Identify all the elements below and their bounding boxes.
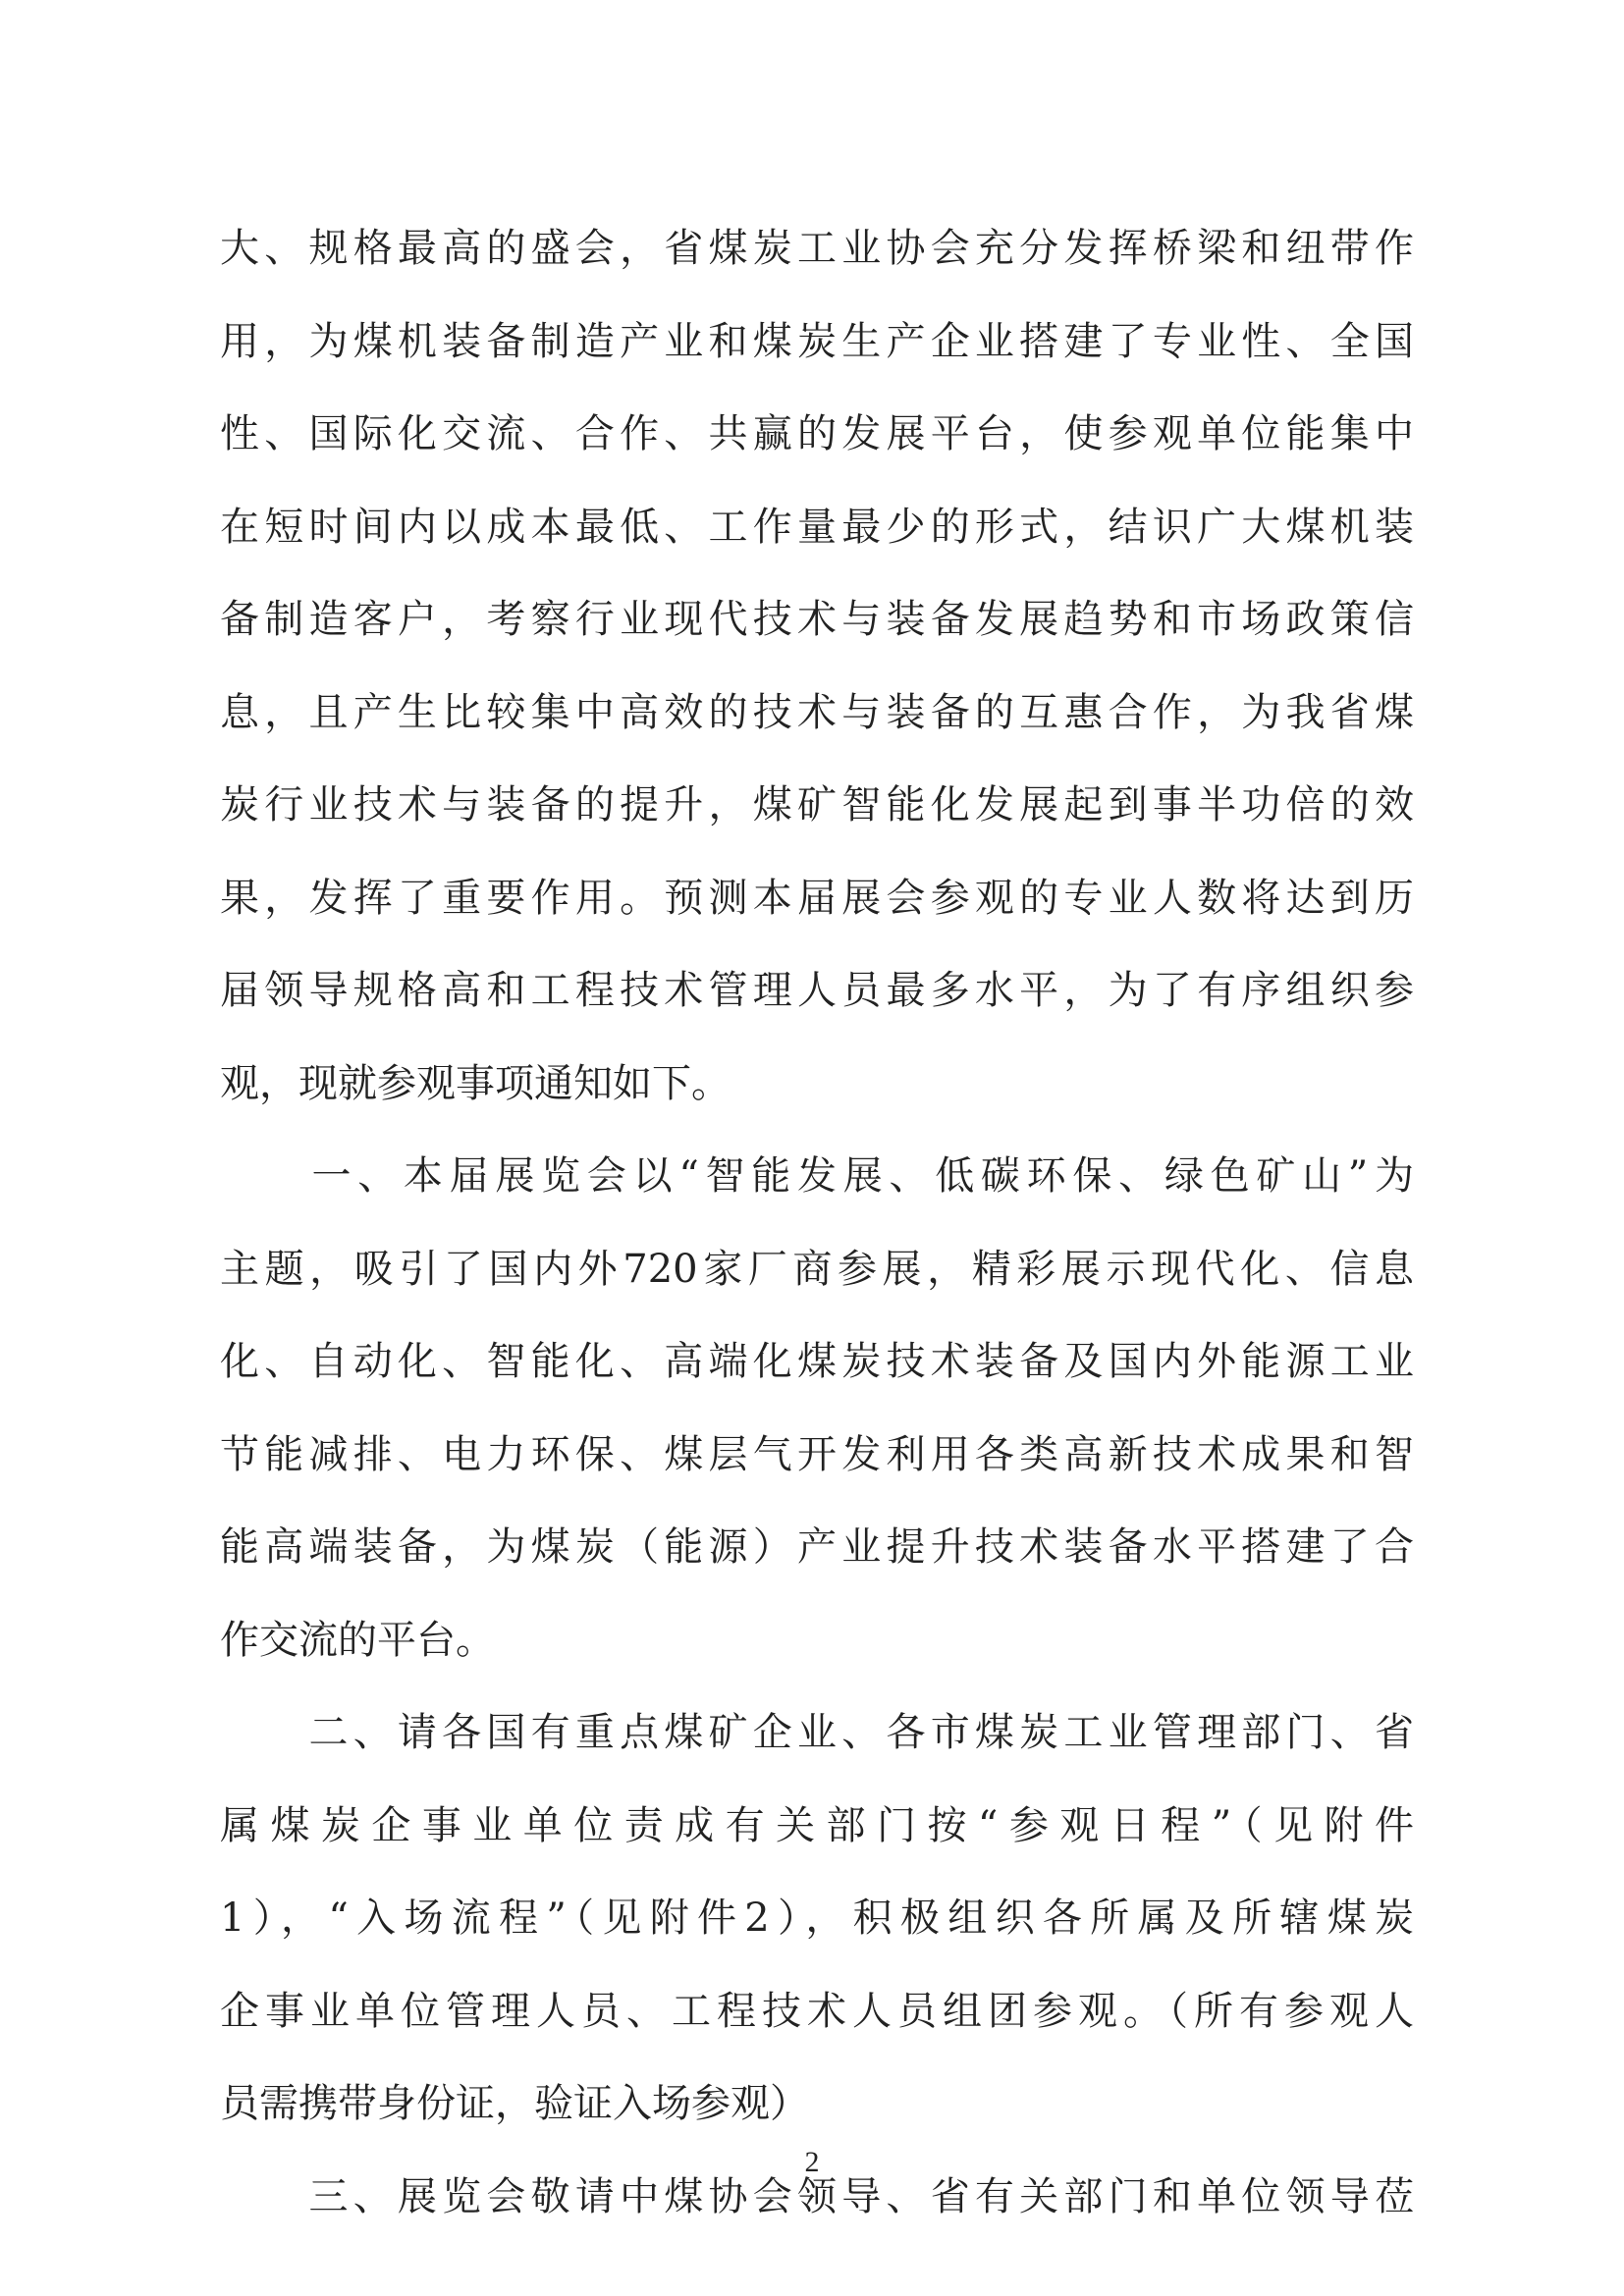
text-line: 在短时间内以成本最低、工作量最少的形式，结识广大煤机装: [220, 504, 1414, 550]
text-line: 化、自动化、智能化、高端化煤炭技术装备及国内外能源工业: [220, 1339, 1414, 1384]
text-line: 观，现就参观事项通知如下。: [220, 1060, 731, 1106]
text-line: 节能减排、电力环保、煤层气开发利用各类高新技术成果和智: [220, 1431, 1414, 1477]
text-line: 用，为煤机装备制造产业和煤炭生产企业搭建了专业性、全国: [220, 318, 1414, 364]
text-line: 二、请各国有重点煤矿企业、各市煤炭工业管理部门、省: [220, 1710, 1414, 1755]
text-line: 企事业单位管理人员、工程技术人员组团参观。（所有参观人: [220, 1988, 1414, 2034]
text-line: 届领导规格高和工程技术管理人员最多水平，为了有序组织参: [220, 968, 1414, 1013]
text-line: 主题，吸引了国内外720家厂商参展，精彩展示现代化、信息: [220, 1246, 1414, 1292]
page-number: 2: [804, 2146, 820, 2178]
text-line: 属煤炭企事业单位责成有关部门按“参观日程”（见附件: [220, 1802, 1414, 1848]
text-line: 1），“入场流程”（见附件2），积极组织各所属及所辖煤炭: [220, 1896, 1414, 1941]
text-line: 一、本届展览会以“智能发展、低碳环保、绿色矿山”为: [220, 1153, 1414, 1199]
text-line: 三、展览会敬请中煤协会领导、省有关部门和单位领导莅: [220, 2173, 1414, 2219]
text-line: 大、规格最高的盛会，省煤炭工业协会充分发挥桥梁和纽带作: [220, 226, 1414, 271]
text-line: 作交流的平台。: [220, 1617, 495, 1663]
text-line: 炭行业技术与装备的提升，煤矿智能化发展起到事半功倍的效: [220, 782, 1414, 828]
text-line: 果，发挥了重要作用。预测本届展会参观的专业人数将达到历: [220, 875, 1414, 921]
text-line: 能高端装备，为煤炭（能源）产业提升技术装备水平搭建了合: [220, 1524, 1414, 1570]
text-line: 性、国际化交流、合作、共赢的发展平台，使参观单位能集中: [220, 411, 1414, 456]
text-line: 息，且产生比较集中高效的技术与装备的互惠合作，为我省煤: [220, 689, 1414, 735]
text-line: 备制造客户，考察行业现代技术与装备发展趋势和市场政策信: [220, 597, 1414, 642]
text-line: 员需携带身份证，验证入场参观）: [220, 2081, 809, 2126]
body-text: [220, 202, 1414, 2243]
